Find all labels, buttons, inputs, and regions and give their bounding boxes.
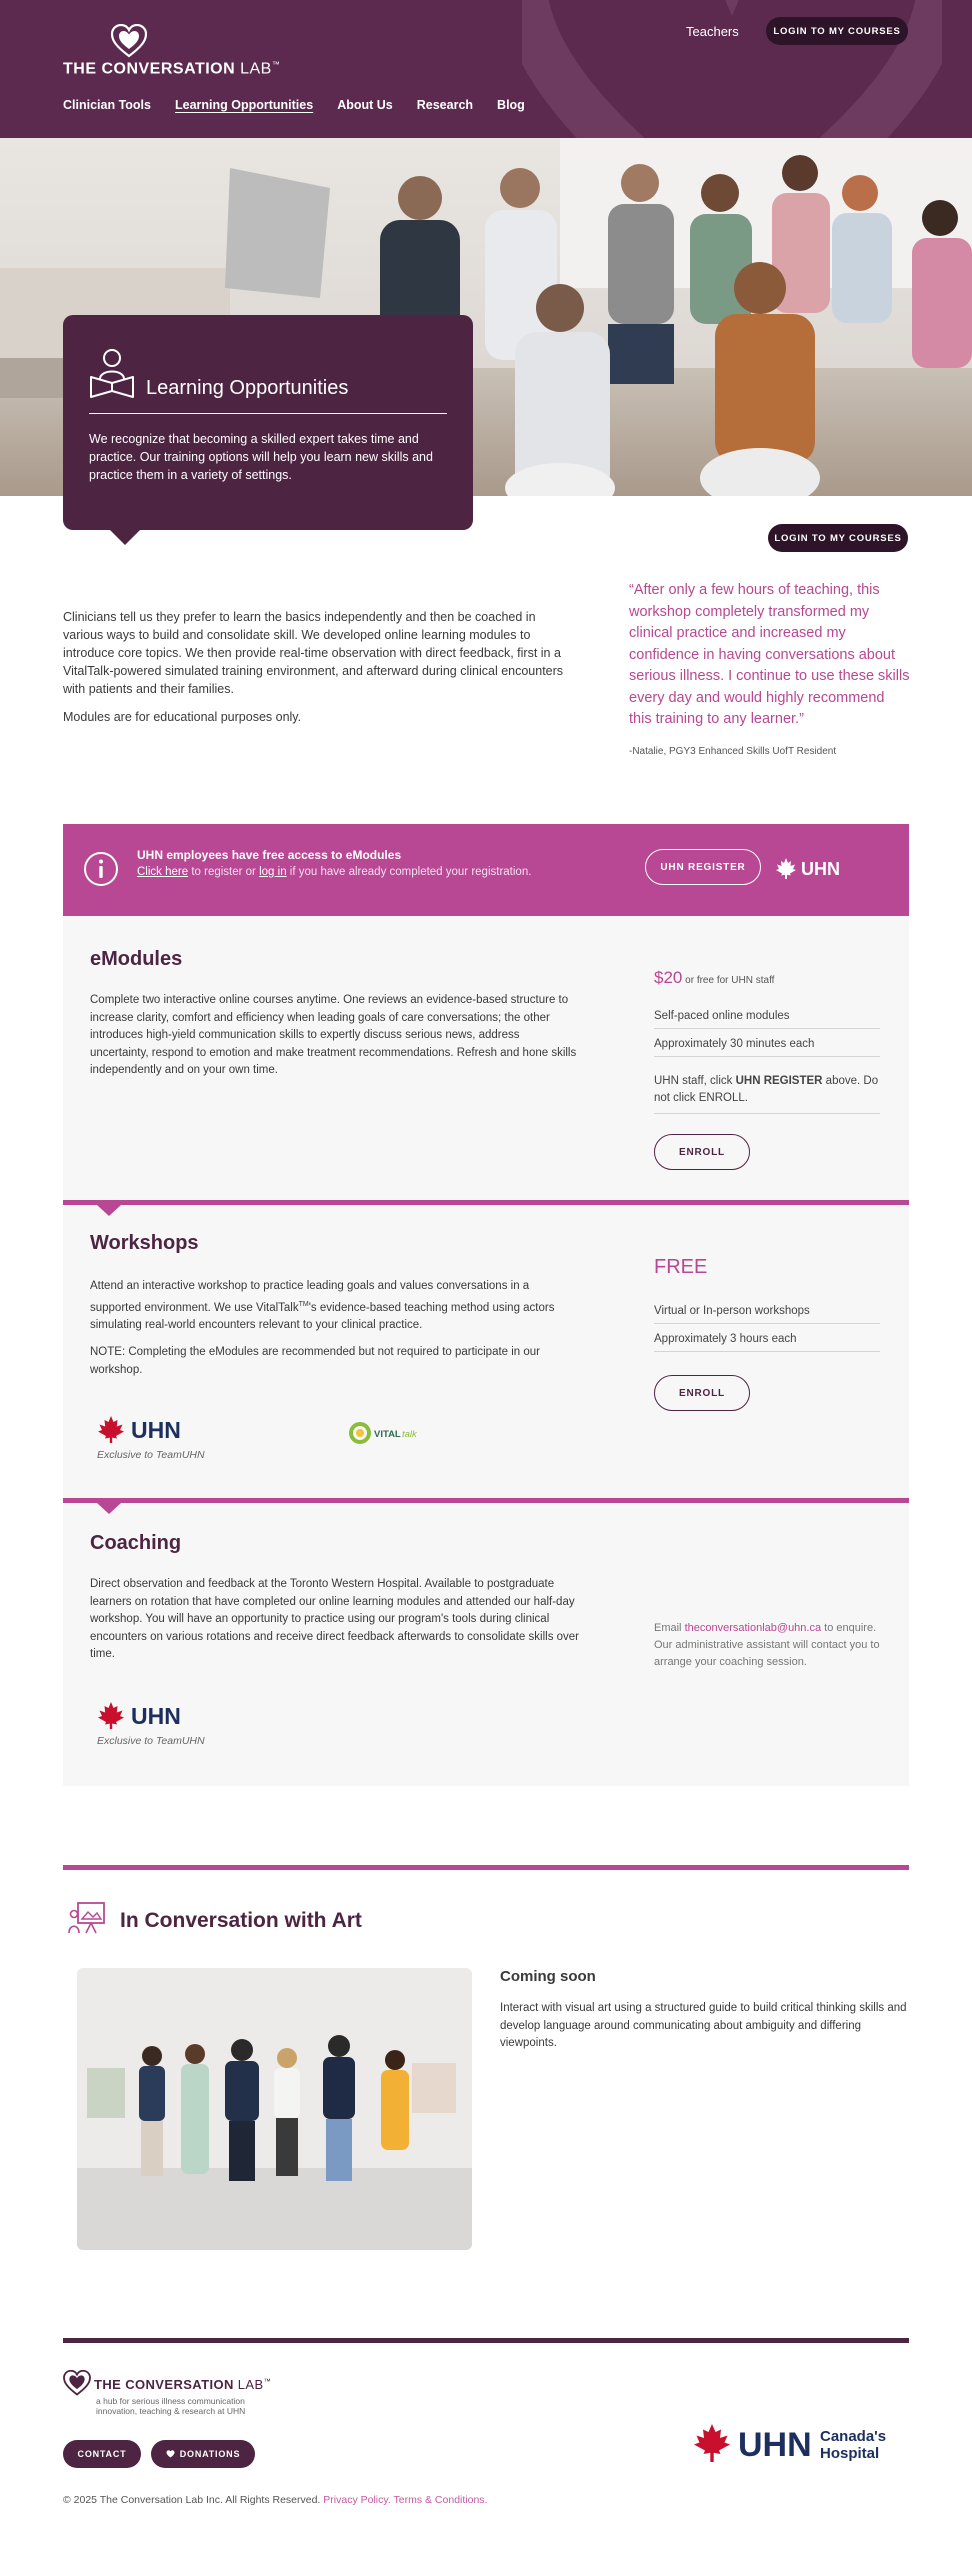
emodules-note: UHN staff, click UHN REGISTER above. Do not click ENROLL.: [654, 1073, 880, 1114]
svg-text:UHN: UHN: [738, 2426, 812, 2464]
contact-button[interactable]: CONTACT: [63, 2440, 141, 2468]
section-pointer: [97, 1503, 121, 1514]
intro-card-text: We recognize that becoming a skilled expert takes time and practice. Our training options will help you learn new skills and practice them in a variety of settings.: [89, 432, 433, 482]
heart-small-icon: [166, 2450, 175, 2458]
maple-leaf-icon: [694, 2424, 730, 2462]
svg-text:UHN: UHN: [131, 1417, 181, 1443]
art-subtitle: Coming soon: [500, 1968, 596, 1985]
banner-subtext: Click here to register or log in if you have already completed your registration.: [137, 866, 532, 878]
uhn-register-button[interactable]: UHN REGISTER: [645, 849, 761, 885]
section-pointer: [97, 1205, 121, 1216]
uhn-logo: [97, 1414, 195, 1444]
emodules-title: eModules: [90, 948, 183, 970]
intro-card: [63, 315, 473, 530]
heart-logo-icon: [111, 24, 147, 58]
teachers-link[interactable]: Teachers: [686, 24, 739, 39]
person-book-icon: [89, 347, 135, 399]
intro-card-pointer: [110, 530, 140, 545]
svg-text:Canada's: Canada's: [820, 2428, 887, 2445]
uhn-logo: [97, 1700, 195, 1730]
info-icon: [83, 851, 119, 887]
uhn-canadas-hospital-logo[interactable]: [692, 2420, 912, 2466]
uhn-logo: [775, 856, 847, 880]
coaching-title: Coaching: [90, 1532, 182, 1554]
emodules-enroll-button[interactable]: ENROLL: [654, 1134, 750, 1170]
workshops-price: FREE: [654, 1256, 708, 1278]
log-in-link[interactable]: log in: [259, 866, 287, 878]
svg-text:UHN: UHN: [131, 1703, 181, 1729]
coaching-email-link[interactable]: theconversationlab@uhn.ca: [684, 1622, 822, 1634]
coaching-description: Direct observation and feedback at the Toronto Western Hospital. Available to postgraduate learners on rotation that have completed our online learning modules and attended our half-day workshop. You will have an opportunity to practice using our program's tools during clinical encounters on various rotations and receive direct feedback afterwards to consolidate skills over time.: [90, 1578, 580, 1660]
footer-tagline: a hub for serious illness communication innovation, teaching & research at UHN: [96, 2396, 246, 2416]
coaching-section: [63, 1498, 909, 1786]
uhn-access-banner: [63, 824, 909, 916]
main-nav: [63, 98, 525, 112]
nav-about-us[interactable]: About Us: [337, 98, 393, 112]
emodules-feature: Self-paced online modules: [654, 1010, 880, 1029]
donations-button[interactable]: DONATIONS: [151, 2440, 255, 2468]
section-divider: [63, 1200, 909, 1205]
emodules-feature: Approximately 30 minutes each: [654, 1038, 880, 1057]
section-divider: [63, 1498, 909, 1503]
workshops-title: Workshops: [90, 1232, 199, 1254]
coaching-contact-note: Email theconversationlab@uhn.ca to enquire. Our administrative assistant will contact you to arrange your coaching session.: [654, 1622, 880, 1668]
workshops-enroll-button[interactable]: ENROLL: [654, 1375, 750, 1411]
intro-paragraph: Clinicians tell us they prefer to learn the basics independently and then be coached in various ways to build and consolidate skill. We developed online learning modules to introduce core topics. We then provide real-time observation with direct feedback, first in a VitalTalk-powered simulated training environment, and afterward during clinical encounters with patients and their families.: [63, 610, 564, 696]
footer-logo-wordmark[interactable]: THE CONVERSATION LAB™: [94, 2377, 271, 2392]
maple-leaf-icon: [98, 1416, 124, 1443]
svg-text:VITAL: VITAL: [374, 1429, 401, 1440]
login-button-secondary[interactable]: LOGIN TO MY COURSES: [768, 524, 908, 552]
intro-disclaimer: Modules are for educational purposes only.: [63, 710, 302, 724]
intro-body: [63, 608, 568, 736]
testimonial-attribution: -Natalie, PGY3 Enhanced Skills UofT Resident: [629, 746, 837, 757]
page-title: Learning Opportunities: [146, 377, 349, 399]
svg-text:Hospital: Hospital: [820, 2445, 880, 2462]
exclusive-note: Exclusive to TeamUHN: [97, 1735, 205, 1747]
nav-research[interactable]: Research: [416, 98, 474, 112]
maple-leaf-icon: [776, 858, 796, 879]
workshops-description: Attend an interactive workshop to practice leading goals and values conversations in a supported environment. We use VitalTalk™'s evidence-based teaching method using actors simulating real-world encounters relevant to your clinical practice. NOTE: Completing the eModules are recommended but not required to participate in our workshop.: [90, 1280, 555, 1376]
click-here-link[interactable]: Click here: [137, 866, 189, 878]
gallery-image: [77, 1968, 472, 2250]
nav-clinician-tools[interactable]: Clinician Tools: [63, 98, 151, 112]
nav-blog[interactable]: Blog: [497, 98, 525, 112]
art-gallery-photo: [77, 1968, 472, 2250]
svg-text:UHN: UHN: [801, 859, 840, 879]
svg-text:talk: talk: [402, 1429, 417, 1440]
copyright-text: © 2025 The Conversation Lab Inc. All Rights Reserved. Privacy Policy. Terms & Conditions.: [63, 2494, 488, 2506]
nav-learning-opportunities[interactable]: Learning Opportunities: [174, 98, 314, 112]
banner-title: UHN employees have free access to eModules: [137, 848, 402, 862]
section-divider: [63, 1865, 909, 1870]
art-easel-icon: [68, 1900, 108, 1934]
art-section-title: In Conversation with Art: [120, 1909, 362, 1932]
exclusive-note: Exclusive to TeamUHN: [97, 1449, 205, 1461]
login-button[interactable]: LOGIN TO MY COURSES: [766, 17, 908, 45]
maple-leaf-icon: [98, 1702, 124, 1729]
art-description: Interact with visual art using a structured guide to build critical thinking skills and develop language around communicating about ambiguity and differing viewpoints.: [500, 2002, 907, 2049]
workshops-feature: Approximately 3 hours each: [654, 1333, 880, 1352]
emodules-section: [63, 916, 909, 1200]
workshops-feature: Virtual or In-person workshops: [654, 1305, 880, 1324]
logo-wordmark: THE CONVERSATION LAB™: [63, 60, 281, 78]
terms-link[interactable]: Terms & Conditions: [393, 2494, 485, 2506]
footer-divider: [63, 2338, 909, 2343]
divider: [89, 413, 447, 414]
site-header: [0, 0, 972, 138]
testimonial-quote: “After only a few hours of teaching, this workshop completely transformed my clinical practice and increased my confidence in having conversations about serious illness. I continue to use these skills every day and would highly recommend this training to any learner.”: [629, 582, 910, 727]
heart-logo-icon: [63, 2370, 91, 2396]
emodules-price: $20 or free for UHN staff: [654, 968, 775, 987]
vitaltalk-logo: [348, 1419, 432, 1447]
workshops-section: [63, 1200, 909, 1498]
emodules-description: Complete two interactive online courses anytime. One reviews an evidence-based structure to increase clarity, comfort and efficiency when leading goals of care conversations; the other introduces high-yield communication skills to expertly discuss serious news, address uncertainty, respond to emotion and make treatment recommendations. Refresh and hone skills independently and on your own time.: [90, 994, 577, 1076]
privacy-policy-link[interactable]: Privacy Policy: [323, 2494, 388, 2506]
